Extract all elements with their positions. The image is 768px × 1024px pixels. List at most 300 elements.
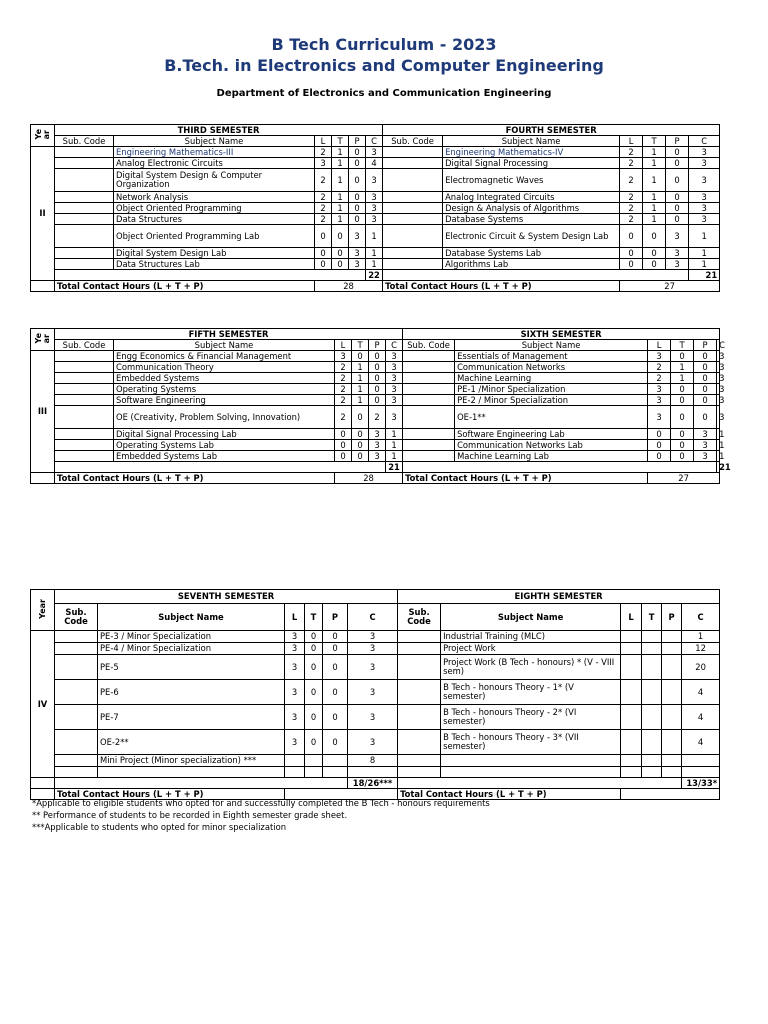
lecture-hours: 3 <box>648 384 671 395</box>
subject-code <box>55 730 98 755</box>
subject-name: Database Systems Lab <box>443 248 620 259</box>
tutorial-hours: 0 <box>671 395 694 406</box>
lecture-hours: 3 <box>315 158 332 169</box>
lecture-hours: 2 <box>620 158 643 169</box>
lecture-hours <box>621 643 642 655</box>
table-row <box>31 755 720 767</box>
column-header: L <box>285 604 305 631</box>
tutorial-hours: 1 <box>352 362 369 373</box>
subject-name: Data Structures <box>114 214 315 225</box>
column-header-row <box>31 136 720 147</box>
subject-code <box>55 643 98 655</box>
table-row <box>31 248 720 259</box>
practical-hours: 0 <box>369 384 386 395</box>
column-header: T <box>332 136 349 147</box>
subject-code <box>55 406 114 429</box>
subject-code <box>398 643 441 655</box>
subject-code <box>55 373 114 384</box>
subject-name: Project Work <box>441 643 621 655</box>
credits: 3 <box>717 395 720 406</box>
practical-hours: 3 <box>369 451 386 462</box>
column-header: Subject Name <box>455 340 648 351</box>
year-header <box>31 125 55 147</box>
year-header <box>31 590 55 631</box>
tutorial-hours: 0 <box>352 429 369 440</box>
credits: 3 <box>386 373 403 384</box>
empty-cell <box>682 767 720 778</box>
subject-code <box>55 351 114 362</box>
subject-code <box>398 680 441 705</box>
tutorial-hours: 0 <box>643 259 666 270</box>
subject-name: PE-6 <box>98 680 285 705</box>
practical-hours <box>662 643 682 655</box>
credits: 3 <box>689 147 720 158</box>
practical-hours: 0 <box>349 169 366 192</box>
tutorial-hours: 0 <box>332 248 349 259</box>
subject-code <box>403 373 455 384</box>
tutorial-hours: 1 <box>332 169 349 192</box>
practical-hours: 3 <box>349 248 366 259</box>
practical-hours: 3 <box>369 440 386 451</box>
subject-name: Embedded Systems <box>114 373 335 384</box>
practical-hours: 3 <box>694 429 717 440</box>
tutorial-hours: 0 <box>352 440 369 451</box>
table-row <box>31 158 720 169</box>
column-header: P <box>666 136 689 147</box>
credits: 1 <box>386 451 403 462</box>
contact-hours-label: Total Contact Hours (L + T + P) <box>55 281 315 292</box>
credits: 3 <box>348 643 398 655</box>
tutorial-hours: 0 <box>305 730 323 755</box>
semester-title-row <box>31 125 720 136</box>
practical-hours: 0 <box>666 169 689 192</box>
practical-hours <box>662 730 682 755</box>
tutorial-hours: 1 <box>352 395 369 406</box>
subject-name: B Tech - honours Theory - 3* (VII semester) <box>441 730 621 755</box>
practical-hours <box>662 680 682 705</box>
credits: 3 <box>689 203 720 214</box>
subject-name: Electronic Circuit & System Design Lab <box>443 225 620 248</box>
tutorial-hours: 0 <box>305 655 323 680</box>
subject-name: Electromagnetic Waves <box>443 169 620 192</box>
subject-name: Database Systems <box>443 214 620 225</box>
practical-hours: 3 <box>369 429 386 440</box>
table-row <box>31 440 720 451</box>
subject-name: PE-4 / Minor Specialization <box>98 643 285 655</box>
practical-hours: 0 <box>666 214 689 225</box>
subject-code <box>383 225 443 248</box>
lecture-hours: 2 <box>620 192 643 203</box>
empty-cell <box>98 767 285 778</box>
credits: 3 <box>717 384 720 395</box>
tutorial-hours: 1 <box>332 158 349 169</box>
subject-code <box>55 147 114 158</box>
column-header: Sub. Code <box>55 604 98 631</box>
lecture-hours: 2 <box>315 192 332 203</box>
subject-code <box>55 192 114 203</box>
lecture-hours: 3 <box>285 631 305 643</box>
subject-code <box>398 631 441 643</box>
table-row <box>31 373 720 384</box>
semester-title: THIRD SEMESTER <box>55 125 383 136</box>
column-header: C <box>682 604 720 631</box>
subject-name: PE-5 <box>98 655 285 680</box>
practical-hours: 0 <box>666 192 689 203</box>
lecture-hours: 2 <box>620 169 643 192</box>
practical-hours: 3 <box>349 225 366 248</box>
table-row <box>31 730 720 755</box>
column-header: L <box>648 340 671 351</box>
practical-hours: 0 <box>694 351 717 362</box>
practical-hours: 0 <box>694 395 717 406</box>
subject-code <box>55 755 98 767</box>
subject-code <box>383 192 443 203</box>
lecture-hours: 0 <box>335 440 352 451</box>
credits: 20 <box>682 655 720 680</box>
curriculum-table-year-4 <box>30 589 720 800</box>
credits: 3 <box>348 655 398 680</box>
tutorial-hours: 1 <box>671 362 694 373</box>
tutorial-hours: 0 <box>305 643 323 655</box>
subject-code <box>55 225 114 248</box>
credits: 3 <box>386 351 403 362</box>
tutorial-hours: 1 <box>643 192 666 203</box>
credits: 3 <box>386 362 403 373</box>
lecture-hours <box>621 730 642 755</box>
subject-name: Digital System Design Lab <box>114 248 315 259</box>
tutorial-hours: 0 <box>352 406 369 429</box>
credits-total-row <box>31 270 720 281</box>
subject-name: B Tech - honours Theory - 1* (V semester) <box>441 680 621 705</box>
credits: 4 <box>366 158 383 169</box>
subject-code <box>383 169 443 192</box>
credits: 3 <box>717 373 720 384</box>
practical-hours: 0 <box>666 147 689 158</box>
tutorial-hours: 0 <box>332 259 349 270</box>
subject-code <box>383 147 443 158</box>
subject-name: PE-3 / Minor Specialization <box>98 631 285 643</box>
subject-code <box>383 259 443 270</box>
subject-name: B Tech - honours Theory - 2* (VI semester) <box>441 705 621 730</box>
tutorial-hours <box>305 755 323 767</box>
subject-code <box>55 429 114 440</box>
tutorial-hours: 0 <box>643 225 666 248</box>
subject-code <box>383 203 443 214</box>
lecture-hours: 2 <box>648 362 671 373</box>
practical-hours: 0 <box>323 705 348 730</box>
credits-total-row <box>31 778 720 789</box>
tutorial-hours <box>642 631 662 643</box>
column-header: L <box>315 136 332 147</box>
credits: 1 <box>366 248 383 259</box>
empty-cell <box>403 462 717 473</box>
subject-code <box>55 451 114 462</box>
subject-code <box>55 440 114 451</box>
practical-hours: 0 <box>369 351 386 362</box>
tutorial-hours: 0 <box>643 248 666 259</box>
empty-cell <box>398 778 682 789</box>
practical-hours: 3 <box>666 225 689 248</box>
credits: 1 <box>366 225 383 248</box>
empty-cell <box>55 767 98 778</box>
credits: 3 <box>366 169 383 192</box>
lecture-hours: 2 <box>648 373 671 384</box>
lecture-hours <box>621 655 642 680</box>
lecture-hours: 0 <box>315 225 332 248</box>
subject-name: Data Structures Lab <box>114 259 315 270</box>
semester-title: SEVENTH SEMESTER <box>55 590 398 604</box>
practical-hours: 3 <box>666 248 689 259</box>
table-row <box>31 259 720 270</box>
practical-hours: 0 <box>323 730 348 755</box>
column-header: Subject Name <box>443 136 620 147</box>
column-header: Sub. Code <box>398 604 441 631</box>
lecture-hours: 0 <box>648 451 671 462</box>
lecture-hours <box>621 705 642 730</box>
subject-code <box>55 248 114 259</box>
subject-code <box>383 214 443 225</box>
practical-hours: 0 <box>323 680 348 705</box>
practical-hours <box>323 755 348 767</box>
empty-cell <box>662 767 682 778</box>
credits-total-row <box>31 462 720 473</box>
contact-hours-label: Total Contact Hours (L + T + P) <box>55 789 285 800</box>
subject-name: Project Work (B Tech - honours) * (V - VIII sem) <box>441 655 621 680</box>
table-row <box>31 214 720 225</box>
column-header: P <box>694 340 717 351</box>
year-label: Ye <box>33 129 43 140</box>
subject-name: Digital System Design & Computer Organization <box>114 169 315 192</box>
empty-cell <box>305 767 323 778</box>
tutorial-hours: 0 <box>671 351 694 362</box>
tutorial-hours <box>642 705 662 730</box>
subject-name <box>441 755 621 767</box>
semester-title: FIFTH SEMESTER <box>55 329 403 340</box>
subject-name: Object Oriented Programming <box>114 203 315 214</box>
subject-name: Engg Economics & Financial Management <box>114 351 335 362</box>
lecture-hours: 2 <box>620 203 643 214</box>
tutorial-hours: 0 <box>305 631 323 643</box>
subject-code <box>383 158 443 169</box>
year-number: IV <box>31 631 55 778</box>
subject-name: Communication Networks <box>455 362 648 373</box>
credits: 3 <box>348 705 398 730</box>
subject-code <box>383 248 443 259</box>
footnotes <box>32 798 490 833</box>
column-header: Sub. Code <box>55 340 114 351</box>
column-header: T <box>642 604 662 631</box>
table-row <box>31 147 720 158</box>
subject-code <box>55 705 98 730</box>
tutorial-hours: 1 <box>643 158 666 169</box>
tutorial-hours: 0 <box>305 680 323 705</box>
tutorial-hours <box>642 680 662 705</box>
lecture-hours: 2 <box>620 147 643 158</box>
column-header: Sub. Code <box>383 136 443 147</box>
credits <box>682 755 720 767</box>
table-row <box>31 680 720 705</box>
credits: 1 <box>689 248 720 259</box>
subject-name: Software Engineering <box>114 395 335 406</box>
semester-title-row <box>31 329 720 340</box>
column-header: C <box>366 136 383 147</box>
column-header: T <box>352 340 369 351</box>
credits: 1 <box>717 429 720 440</box>
lecture-hours: 0 <box>335 451 352 462</box>
subject-code <box>403 395 455 406</box>
tutorial-hours: 1 <box>352 373 369 384</box>
credits: 3 <box>348 730 398 755</box>
credits: 1 <box>717 440 720 451</box>
subject-code <box>55 169 114 192</box>
page-title: B Tech Curriculum - 2023 <box>271 35 497 54</box>
table-row <box>31 767 720 778</box>
tutorial-hours: 0 <box>671 384 694 395</box>
table-row <box>31 351 720 362</box>
credits: 1 <box>689 225 720 248</box>
column-header: Subject Name <box>114 340 335 351</box>
table-row <box>31 192 720 203</box>
subject-code <box>55 631 98 643</box>
subject-name: Digital Signal Processing Lab <box>114 429 335 440</box>
practical-hours <box>662 631 682 643</box>
lecture-hours: 3 <box>648 406 671 429</box>
empty-cell <box>55 270 366 281</box>
contact-hours-row <box>31 473 720 484</box>
empty-cell <box>621 767 642 778</box>
practical-hours: 0 <box>666 158 689 169</box>
subject-name: Software Engineering Lab <box>455 429 648 440</box>
empty-cell <box>55 778 348 789</box>
footnote: *Applicable to eligible students who opted for and successfully completed the B Tech - honours requirements <box>32 798 490 808</box>
contact-hours-label: Total Contact Hours (L + T + P) <box>383 281 620 292</box>
column-header: C <box>386 340 403 351</box>
subject-code <box>55 214 114 225</box>
lecture-hours: 2 <box>335 373 352 384</box>
tutorial-hours: 0 <box>332 225 349 248</box>
credits: 1 <box>717 451 720 462</box>
empty-cell <box>398 767 441 778</box>
subject-code <box>403 362 455 373</box>
empty-cell <box>285 767 305 778</box>
empty-cell <box>642 767 662 778</box>
tutorial-hours: 0 <box>305 705 323 730</box>
lecture-hours: 0 <box>620 225 643 248</box>
footnote: ***Applicable to students who opted for minor specialization <box>32 821 287 832</box>
credits: 3 <box>717 362 720 373</box>
credits: 1 <box>366 259 383 270</box>
credits: 3 <box>717 351 720 362</box>
practical-hours: 0 <box>369 395 386 406</box>
subject-name: Digital Signal Processing <box>443 158 620 169</box>
column-header: T <box>643 136 666 147</box>
credits: 1 <box>689 259 720 270</box>
year-label: ar <box>41 334 51 344</box>
lecture-hours: 0 <box>335 429 352 440</box>
subject-name: OE-2** <box>98 730 285 755</box>
lecture-hours: 3 <box>648 351 671 362</box>
lecture-hours: 2 <box>315 214 332 225</box>
lecture-hours: 3 <box>648 395 671 406</box>
column-header: C <box>689 136 720 147</box>
tutorial-hours: 1 <box>332 192 349 203</box>
table-row <box>31 406 720 429</box>
credits: 4 <box>682 730 720 755</box>
tutorial-hours: 1 <box>352 384 369 395</box>
subject-code <box>55 158 114 169</box>
lecture-hours <box>621 631 642 643</box>
subject-code <box>55 203 114 214</box>
subject-code <box>55 384 114 395</box>
tutorial-hours: 1 <box>643 169 666 192</box>
semester-title: EIGHTH SEMESTER <box>398 590 720 604</box>
table-row <box>31 705 720 730</box>
subject-name: Essentials of Management <box>455 351 648 362</box>
lecture-hours: 3 <box>285 655 305 680</box>
credits: 3 <box>689 192 720 203</box>
lecture-hours: 2 <box>335 406 352 429</box>
column-header: Sub. Code <box>55 136 114 147</box>
lecture-hours: 3 <box>285 643 305 655</box>
subject-name: OE-1** <box>455 406 648 429</box>
tutorial-hours: 1 <box>332 203 349 214</box>
subject-code <box>403 440 455 451</box>
year-number: III <box>31 351 55 473</box>
lecture-hours <box>285 755 305 767</box>
practical-hours: 3 <box>694 451 717 462</box>
subject-name: Operating Systems <box>114 384 335 395</box>
year-header <box>31 329 55 351</box>
credits: 3 <box>689 214 720 225</box>
subject-name: PE-7 <box>98 705 285 730</box>
lecture-hours: 0 <box>648 440 671 451</box>
empty-cell <box>383 270 689 281</box>
lecture-hours: 3 <box>285 680 305 705</box>
table-row <box>31 655 720 680</box>
empty-cell <box>55 462 386 473</box>
lecture-hours: 0 <box>315 259 332 270</box>
contact-hours-value: 28 <box>335 473 403 484</box>
curriculum-table-year-2 <box>30 124 720 292</box>
practical-hours: 0 <box>323 643 348 655</box>
tutorial-hours: 0 <box>671 429 694 440</box>
tutorial-hours: 1 <box>643 214 666 225</box>
contact-hours-label: Total Contact Hours (L + T + P) <box>398 789 621 800</box>
practical-hours: 0 <box>694 406 717 429</box>
year-label: Year <box>37 599 47 619</box>
contact-hours-label: Total Contact Hours (L + T + P) <box>403 473 648 484</box>
lecture-hours <box>621 755 642 767</box>
subject-name: Analog Electronic Circuits <box>114 158 315 169</box>
practical-hours: 0 <box>349 192 366 203</box>
table-row <box>31 631 720 643</box>
subject-name: Object Oriented Programming Lab <box>114 225 315 248</box>
year-label: Ye <box>33 333 43 344</box>
column-header: P <box>662 604 682 631</box>
lecture-hours: 0 <box>620 248 643 259</box>
practical-hours: 3 <box>694 440 717 451</box>
tutorial-hours: 0 <box>671 451 694 462</box>
practical-hours: 0 <box>694 373 717 384</box>
practical-hours: 0 <box>666 203 689 214</box>
subject-code <box>403 429 455 440</box>
subject-name: Machine Learning <box>455 373 648 384</box>
footnote: ** Performance of students to be recorded in Eighth semester grade sheet. <box>32 809 348 820</box>
empty-cell <box>31 778 55 789</box>
subject-name: Analog Integrated Circuits <box>443 192 620 203</box>
subject-code <box>55 655 98 680</box>
tutorial-hours <box>642 730 662 755</box>
